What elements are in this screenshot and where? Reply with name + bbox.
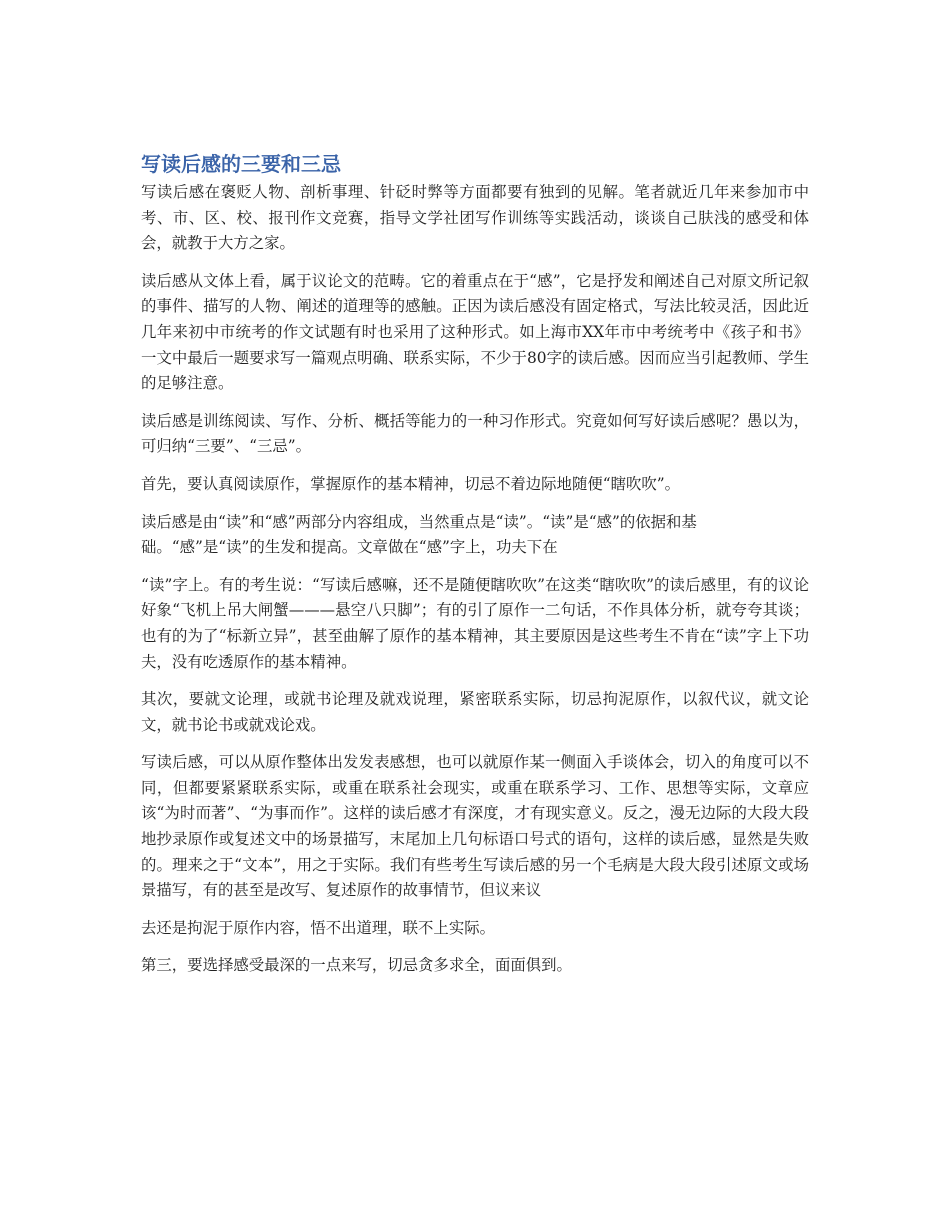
document-body <box>141 150 809 991</box>
paragraph-summary: 读后感是训练阅读、写作、分析、概括等能力的一种习作形式。究竟如何写好读后感呢？愚以为，可归纳“三要”、“三忌”。 <box>141 411 809 456</box>
paragraph-intro: 写读后感在褒贬人物、剖析事理、针砭时弊等方面都要有独到的见解。笔者就近几年来参加市中考、市、区、校、报刊作文竞赛，指导文学社团写作训练等实践活动，谈谈自己肤浅的感受和体会，就教于大方之家。 <box>141 183 809 253</box>
paragraph-first-point: 首先，要认真阅读原作，掌握原作的基本精神，切忌不着边际地随便“瞎吹吹”。 <box>141 474 681 493</box>
paragraph-connect-reality-continued: 去还是拘泥于原作内容，悟不出道理，联不上实际。 <box>141 918 495 937</box>
paragraph-read-and-feel: 读后感是由“读”和“感”两部分内容组成，当然重点是“读”。“读”是“感”的依据和基础。“感”是“读”的生发和提高。文章做在“感”字上，功夫下在 <box>141 512 697 557</box>
document-title: 写读后感的三要和三忌 <box>141 152 341 176</box>
paragraph-genre: 读后感从文体上看，属于议论文的范畴。它的着重点在于“感”，它是抒发和阐述自己对原文所记叙的事件、描写的人物、阐述的道理等的感触。正因为读后感没有固定格式，写法比较灵活，因此近几年来初中市统考的作文试题有时也采用了这种形式。如上海市XX年市中考统考中《孩子和书》一文中最后一题要求写一篇观点明确、联系实际，不少于80字的读后感。因而应当引起教师、学生的足够注意。 <box>141 271 809 393</box>
paragraph-second-point: 其次，要就文论理，或就书论理及就戏说理，紧密联系实际，切忌拘泥原作，以叙代议，就文论文，就书论书或就戏论戏。 <box>141 690 809 734</box>
paragraph-third-point: 第三，要选择感受最深的一点来写，切忌贪多求全，面面俱到。 <box>141 956 572 975</box>
paragraph-connect-reality: 写读后感，可以从原作整体出发发表感想，也可以就原作某一侧面入手谈体会，切入的角度可以不同，但都要紧紧联系实际，或重在联系社会现实，或重在联系学习、工作、思想等实际，文章应该“为时而著”、“为事而作”。这样的读后感才有深度，才有现实意义。反之，漫无边际的大段大段地抄录原作或复述文中的场景描写，末尾加上几句标语口号式的语句，这样的读后感，显然是失败的。理来之于“文本”，用之于实际。我们有些考生写读后感的另一个毛病是大段大段引述原文或场景描写，有的甚至是改写、复述原作的故事情节，但议来议 <box>141 753 809 900</box>
paragraph-read-and-feel-continued: “读”字上。有的考生说：“写读后感嘛，还不是随便瞎吹吹”在这类“瞎吹吹”的读后感里，有的议论好象“飞机上吊大闸蟹———悬空八只脚”；有的引了原作一二句话，不作具体分析，就夸夸其谈；也有的为了“标新立异”，甚至曲解了原作的基本精神，其主要原因是这些考生不肯在“读”字上下功夫，没有吃透原作的基本精神。 <box>141 575 809 671</box>
